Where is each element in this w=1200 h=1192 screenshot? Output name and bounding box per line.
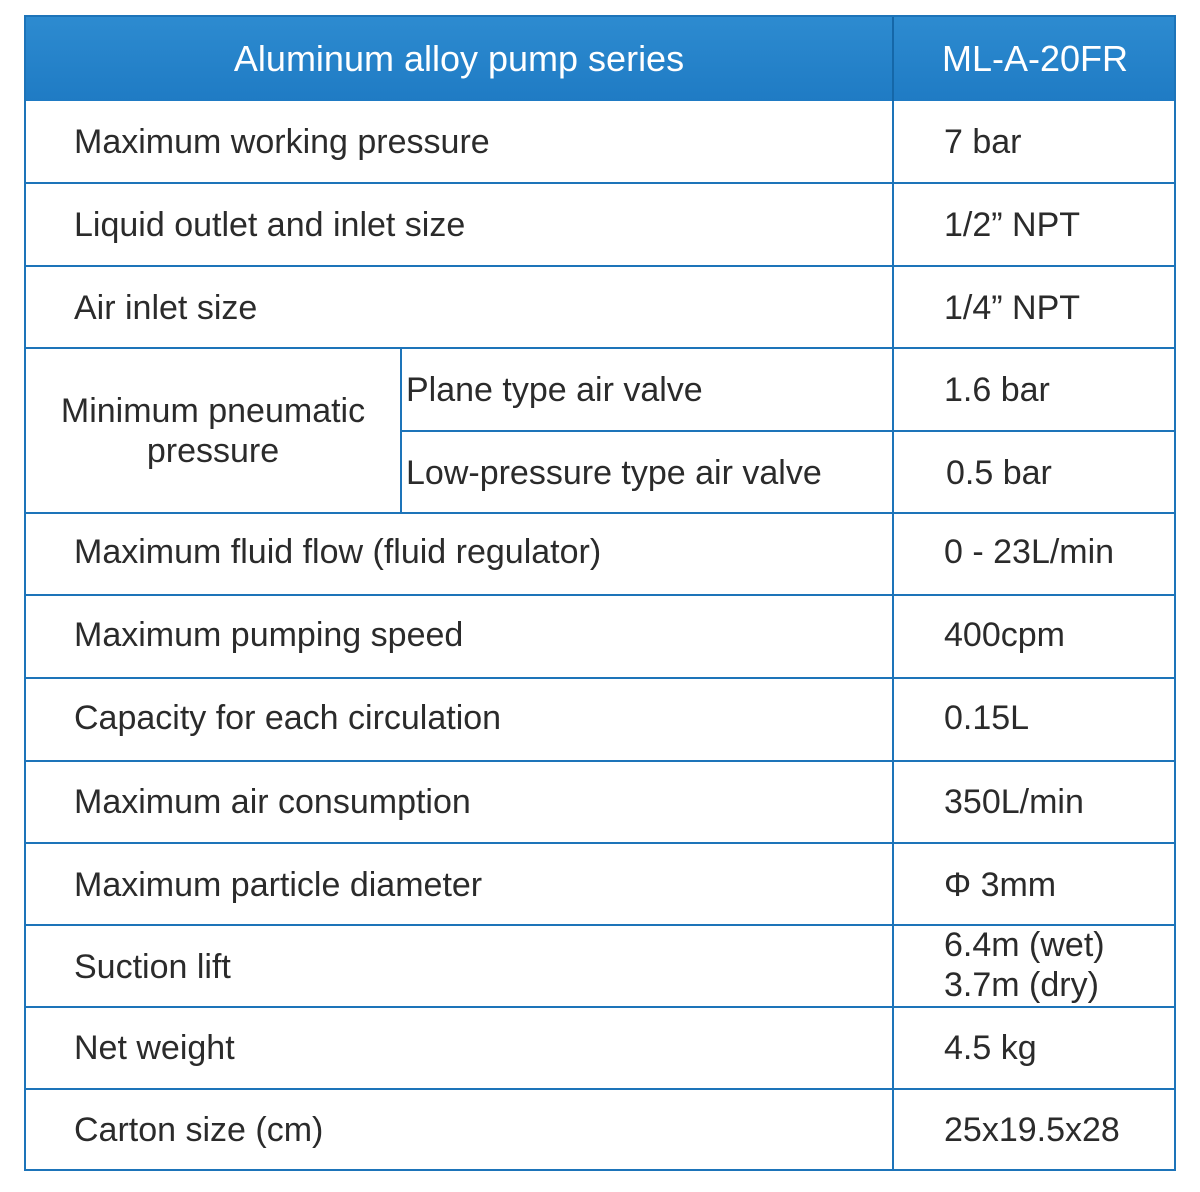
row-value: 1/2” NPT (944, 205, 1081, 244)
row-value: 25x19.5x28 (944, 1110, 1120, 1149)
suction-dry-value: 3.7m (dry) (944, 966, 1099, 1004)
row-label: Maximum working pressure (74, 122, 490, 161)
sub-row-label: Plane type air valve (406, 370, 703, 409)
table-header (26, 17, 1174, 101)
row-value: 400cpm (944, 615, 1065, 654)
suction-wet-value: 6.4m (wet) (944, 926, 1105, 964)
row-value: 7 bar (944, 122, 1022, 161)
row-label: Air inlet size (74, 288, 258, 327)
row-label: Maximum pumping speed (74, 615, 464, 654)
row-label: Maximum particle diameter (74, 865, 483, 904)
row-label: Carton size (cm) (74, 1110, 324, 1149)
pneumatic-group-line1: Minimum pneumatic (60, 392, 366, 430)
row-value: 0.15L (944, 698, 1030, 737)
row-value-multiline (944, 924, 1105, 1006)
pneumatic-group-line2: pressure (146, 432, 280, 470)
spec-table (24, 15, 1176, 1171)
row-label: Suction lift (74, 947, 231, 986)
row-label: Capacity for each circulation (74, 698, 502, 737)
header-series: Aluminum alloy pump series (233, 38, 685, 79)
row-label: Maximum air consumption (74, 782, 471, 821)
row-value: 0 - 23L/min (944, 532, 1115, 571)
row-label: Maximum fluid flow (fluid regulator) (74, 532, 602, 571)
column-divider (892, 101, 894, 1171)
header-model: ML-A-20FR (941, 38, 1129, 79)
row-value: 4.5 kg (944, 1028, 1037, 1067)
row-value: 350L/min (944, 782, 1084, 821)
row-value: Φ 3mm (944, 865, 1057, 904)
row-value: 1/4” NPT (944, 288, 1081, 327)
sub-row-label: Low-pressure type air valve (406, 453, 822, 492)
sub-row-value: 1.6 bar (944, 370, 1050, 409)
row-label: Net weight (74, 1028, 235, 1067)
sub-row-value: 0.5 bar (946, 453, 1052, 492)
row-label: Liquid outlet and inlet size (74, 205, 466, 244)
pneumatic-group-label (26, 349, 400, 513)
